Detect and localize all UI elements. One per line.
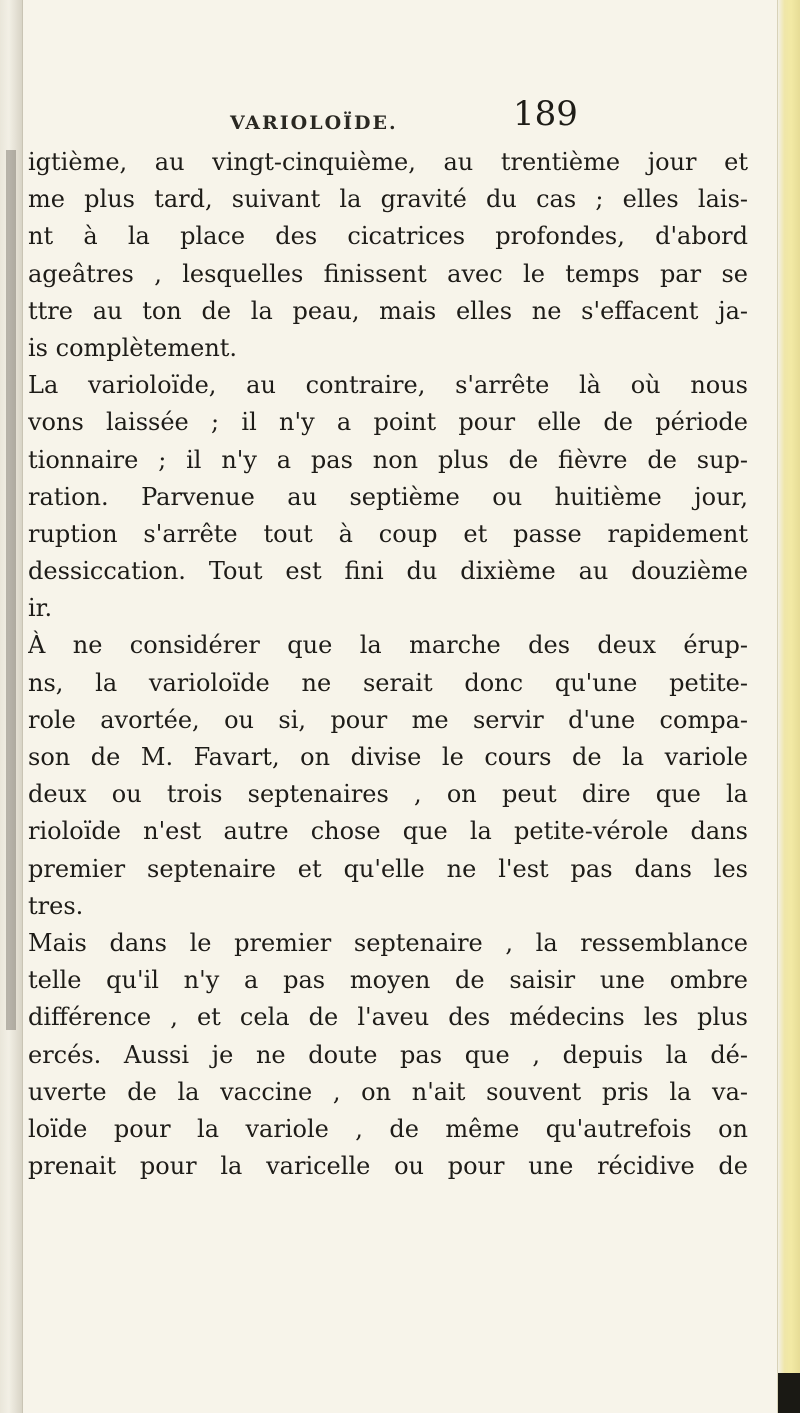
text-line: ercés. Aussi je ne doute pas que , depuis la dé- (28, 1040, 748, 1069)
body-text (28, 144, 748, 1185)
gutter-shadow (6, 150, 16, 1030)
text-line: nt à la place des cicatrices profondes, d'abord (28, 222, 748, 251)
text-line: ir. (28, 594, 53, 623)
text-line: La varioloïde, au contraire, s'arrête là où nous (28, 371, 748, 400)
page-corner (778, 1373, 800, 1413)
text-line: deux ou trois septenaires , on peut dire que la (28, 780, 748, 809)
text-line: son de M. Favart, on divise le cours de la variole (28, 743, 748, 771)
text-line: À ne considérer que la marche des deux érup- (28, 631, 748, 660)
text-line: loïde pour la variole , de même qu'autrefois on (28, 1114, 748, 1143)
text-line: tres. (28, 891, 84, 920)
text-line: ttre au ton de la peau, mais elles ne s'effacent ja- (28, 296, 748, 325)
text-line: tionnaire ; il n'y a pas non plus de fièvre de sup- (28, 445, 748, 474)
text-line: ageâtres , lesquelles finissent avec le temps par se (28, 259, 748, 288)
text-line: role avortée, ou si, pour me servir d'une compa- (28, 705, 748, 734)
text-line: Mais dans le premier septenaire , la ressemblance (28, 928, 748, 957)
text-line: dessiccation. Tout est fini du dixième au douzième (28, 557, 748, 586)
text-line: uverte de la vaccine , on n'ait souvent pris la va- (28, 1077, 748, 1106)
running-title: VARIOLOÏDE. (230, 112, 398, 134)
text-line: vons laissée ; il n'y a point pour elle de période (28, 408, 748, 437)
text-line: premier septenaire et qu'elle ne l'est pas dans les (28, 854, 748, 883)
text-line: ration. Parvenue au septième ou huitième jour, (28, 482, 748, 511)
text-line: is complètement. (28, 333, 238, 362)
book-gutter (0, 0, 23, 1413)
text-line: ns, la varioloïde ne serait donc qu'une petite- (28, 668, 748, 697)
page-number: 189 (513, 94, 578, 134)
text-line: ruption s'arrête tout à coup et passe rapidement (28, 519, 748, 548)
text-line: prenait pour la varicelle ou pour une récidive de (28, 1152, 748, 1181)
text-line: différence , et cela de l'aveu des médecins les plus (28, 1003, 748, 1032)
text-line: telle qu'il n'y a pas moyen de saisir une ombre (28, 966, 748, 995)
text-line: me plus tard, suivant la gravité du cas ; elles lais- (28, 185, 748, 214)
text-line: igtième, au vingt-cinquième, au trentième jour et (28, 148, 748, 176)
page-edge (777, 0, 800, 1413)
text-line: rioloïde n'est autre chose que la petite-vérole dans (28, 817, 748, 846)
